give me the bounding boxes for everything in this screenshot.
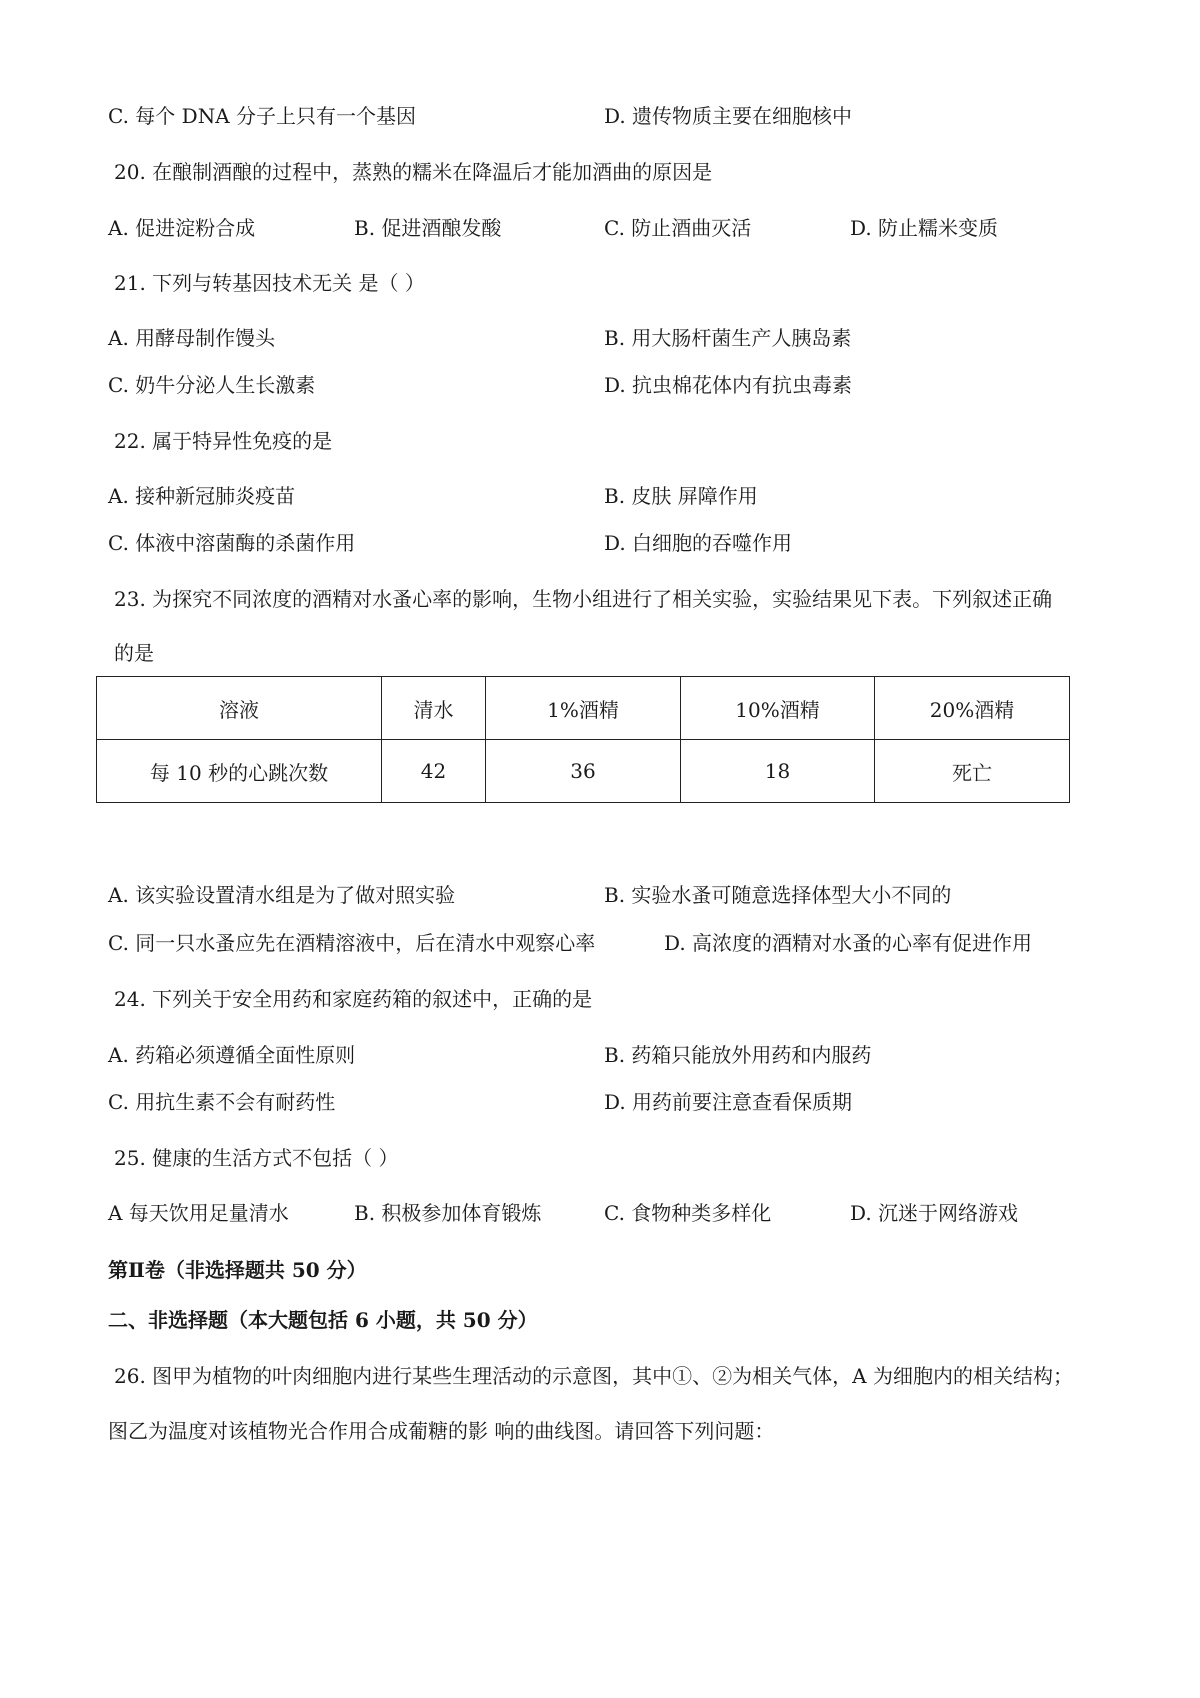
q22-option-d: D. 白细胞的吞噬作用 [604, 531, 793, 555]
q21-option-a: A. 用酵母制作馒头 [108, 326, 276, 350]
q19-option-d: D. 遗传物质主要在细胞核中 [604, 104, 853, 128]
table-header-cell: 10%酒精 [681, 677, 875, 740]
q25-option-a: A 每天饮用足量清水 [108, 1201, 289, 1225]
q24-stem: 24. 下列关于安全用药和家庭药箱的叙述中，正确的是 [114, 987, 593, 1011]
q21-option-c: C. 奶牛分泌人生长激素 [108, 373, 316, 397]
table-cell: 42 [382, 740, 486, 803]
q20-option-d: D. 防止糯米变质 [850, 216, 999, 240]
section-part2-title: 第Ⅱ卷（非选择题共 50 分） [108, 1258, 367, 1282]
q22-option-b: B. 皮肤 屏障作用 [604, 484, 758, 508]
q19-option-c: C. 每个 DNA 分子上只有一个基因 [108, 104, 416, 128]
q23-option-d: D. 高浓度的酒精对水蚤的心率有促进作用 [664, 931, 1033, 955]
table-header-cell: 1%酒精 [486, 677, 681, 740]
q22-stem: 22. 属于特异性免疫的是 [114, 429, 333, 453]
table-cell: 36 [486, 740, 681, 803]
q24-option-b: B. 药箱只能放外用药和内服药 [604, 1043, 872, 1067]
q26-stem-line1: 26. 图甲为植物的叶肉细胞内进行某些生理活动的示意图，其中①、②为相关气体，A 为细胞内的相关结构； [114, 1364, 1073, 1388]
q21-stem: 21. 下列与转基因技术无关 是（ ） [114, 271, 425, 295]
q25-option-d: D. 沉迷于网络游戏 [850, 1201, 1019, 1225]
q24-option-d: D. 用药前要注意查看保质期 [604, 1090, 853, 1114]
q23-stem-line1: 23. 为探究不同浓度的酒精对水蚤心率的影响，生物小组进行了相关实验，实验结果见下表。下列叙述正确 [114, 587, 1053, 611]
q23-option-c: C. 同一只水蚤应先在酒精溶液中，后在清水中观察心率 [108, 931, 596, 955]
q20-option-b: B. 促进酒酿发酸 [354, 216, 502, 240]
section-heading: 二、非选择题（本大题包括 6 小题，共 50 分） [108, 1308, 538, 1332]
q24-option-a: A. 药箱必须遵循全面性原则 [108, 1043, 356, 1067]
q25-stem: 25. 健康的生活方式不包括（ ） [114, 1146, 399, 1170]
table-cell: 每 10 秒的心跳次数 [97, 740, 382, 803]
q21-option-b: B. 用大肠杆菌生产人胰岛素 [604, 326, 852, 350]
q20-option-c: C. 防止酒曲灭活 [604, 216, 752, 240]
q20-stem: 20. 在酿制酒酿的过程中，蒸熟的糯米在降温后才能加酒曲的原因是 [114, 160, 713, 184]
q25-option-c: C. 食物种类多样化 [604, 1201, 772, 1225]
table-cell: 18 [681, 740, 875, 803]
table-header-cell: 20%酒精 [875, 677, 1070, 740]
table-header-row [97, 677, 1070, 740]
q23-option-a: A. 该实验设置清水组是为了做对照实验 [108, 883, 456, 907]
table-header-cell: 溶液 [97, 677, 382, 740]
q23-stem-line2: 的是 [114, 641, 154, 665]
q22-option-a: A. 接种新冠肺炎疫苗 [108, 484, 296, 508]
q25-option-b: B. 积极参加体育锻炼 [354, 1201, 542, 1225]
q22-option-c: C. 体液中溶菌酶的杀菌作用 [108, 531, 356, 555]
q21-option-d: D. 抗虫棉花体内有抗虫毒素 [604, 373, 853, 397]
heart-rate-table [96, 676, 1070, 803]
q26-stem-line2: 图乙为温度对该植物光合作用合成葡糖的影 响的曲线图。请回答下列问题： [108, 1419, 775, 1443]
q23-option-b: B. 实验水蚤可随意选择体型大小不同的 [604, 883, 952, 907]
q20-option-a: A. 促进淀粉合成 [108, 216, 256, 240]
table-header-cell: 清水 [382, 677, 486, 740]
table-row [97, 740, 1070, 803]
table-cell: 死亡 [875, 740, 1070, 803]
q24-option-c: C. 用抗生素不会有耐药性 [108, 1090, 336, 1114]
